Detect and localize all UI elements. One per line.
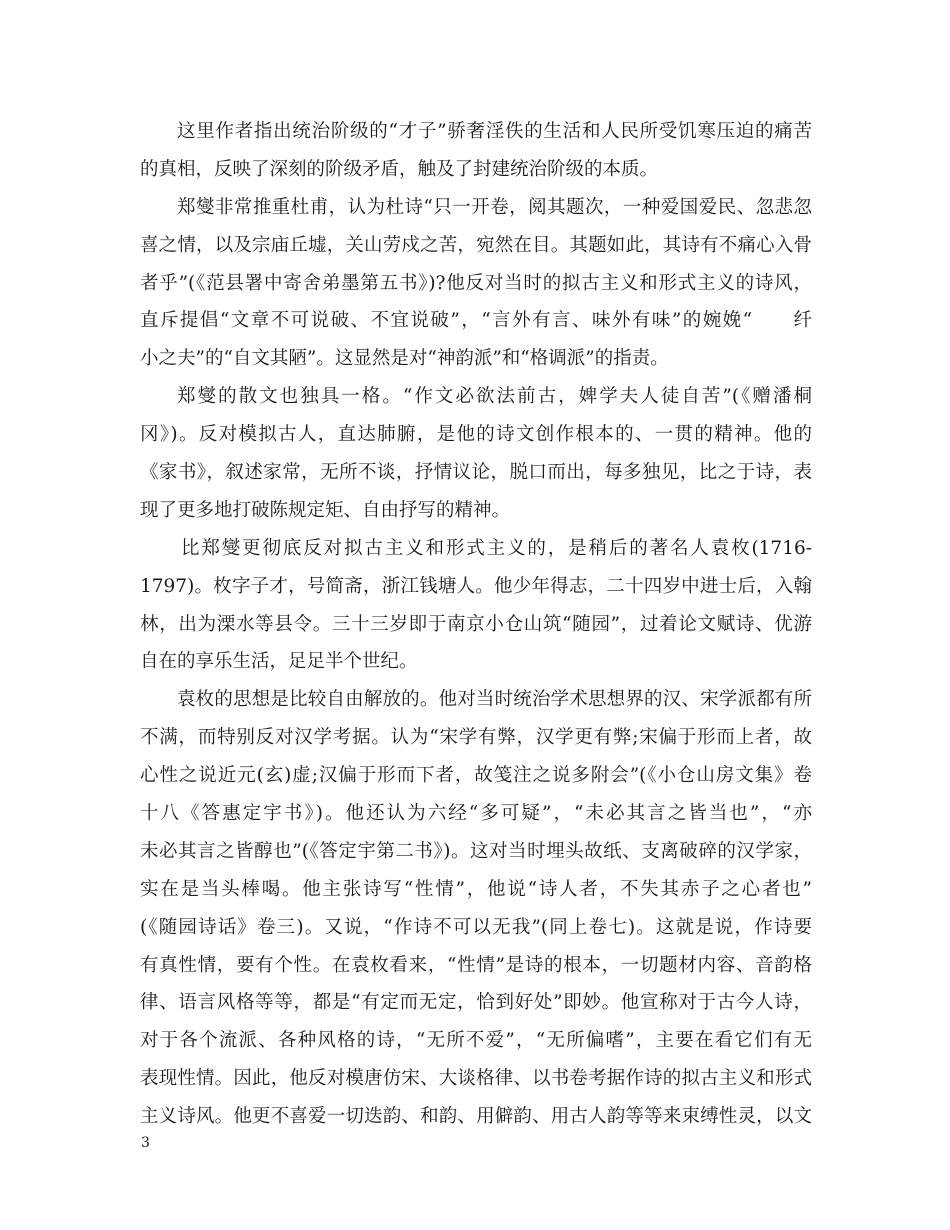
text-line: 小之夫”的“自文其陋”。这显然是对“神韵派”和“格调派”的指责。 bbox=[140, 348, 669, 370]
text-line: 的真相，反映了深刻的阶级矛盾，触及了封建统治阶级的本质。 bbox=[140, 158, 659, 180]
paragraph-5 bbox=[140, 681, 812, 1136]
text-line: 十八《答惠定宇书》)。他还认为六经“多可疑”，“未必其言之皆当也”，“亦 bbox=[140, 803, 812, 825]
page-number: 3 bbox=[141, 1135, 150, 1151]
text-line: 比郑燮更彻底反对拟古主义和形式主义的，是稍后的著名人袁枚(1716- bbox=[181, 537, 812, 559]
text-line: 心性之说近元(玄)虚;汉偏于形而下者，故笺注之说多附会”(《小仓山房文集》卷 bbox=[140, 765, 812, 787]
text-line: 这里作者指出统治阶级的“才子”骄奢淫佚的生活和人民所受饥寒压迫的痛苦 bbox=[177, 121, 812, 142]
paragraph-3 bbox=[140, 378, 812, 530]
text-line: 郑燮的散文也独具一格。“作文必欲法前古，婢学夫人徒自苦”(《赠潘桐 bbox=[177, 386, 812, 408]
text-line: 林，出为溧水等县令。三十三岁即于南京小仓山筑“随园”，过着论文赋诗、优游 bbox=[140, 613, 812, 635]
text-line: 冈》)。反对模拟古人，直达肺腑，是他的诗文创作根本的、一贯的精神。他的 bbox=[140, 424, 812, 446]
text-line: 律、语言风格等等，都是“有定而无定，恰到好处”即妙。他宣称对于古今人诗， bbox=[140, 992, 812, 1014]
text-line: 直斥提倡“文章不可说破、不宜说破”，“言外有言、味外有味”的婉娩“ 纤 bbox=[140, 310, 812, 332]
text-line: (《随园诗话》卷三)。又说，“作诗不可以无我”(同上卷七)。这就是说，作诗要 bbox=[140, 916, 812, 938]
paragraph-4 bbox=[140, 530, 812, 682]
text-line: 不满，而特别反对汉学考据。认为“宋学有弊，汉学更有弊;宋偏于形而上者，故 bbox=[140, 727, 812, 749]
paragraph-2 bbox=[140, 189, 812, 378]
text-line: 对于各个流派、各种风格的诗，“无所不爱”，“无所偏嗜”，主要在看它们有无 bbox=[140, 1030, 812, 1052]
paragraph-1 bbox=[140, 113, 812, 189]
text-line: 自在的享乐生活，足足半个世纪。 bbox=[140, 651, 418, 673]
text-line: 有真性情，要有个性。在袁枚看来，“性情”是诗的根本，一切题材内容、音韵格 bbox=[140, 954, 812, 976]
text-line: 未必其言之皆醇也”(《答定宇第二书》)。这对当时埋头故纸、支离破碎的汉学家， bbox=[140, 840, 812, 862]
text-line: 表现性情。因此，他反对模唐仿宋、大谈格律、以书卷考据作诗的拟古主义和形式 bbox=[140, 1068, 812, 1090]
text-line: 现了更多地打破陈规定矩、自由抒写的精神。 bbox=[140, 499, 511, 521]
text-line: 喜之情，以及宗庙丘墟，关山劳戍之苦，宛然在目。其题如此，其诗有不痛心入骨 bbox=[140, 234, 812, 256]
text-line: 《家书》，叙述家常，无所不谈，抒情议论，脱口而出，每多独见，比之于诗，表 bbox=[140, 462, 812, 484]
text-line: 者乎”(《范县署中寄舍弟墨第五书》)?他反对当时的拟古主义和形式主义的诗风， bbox=[140, 272, 812, 294]
text-line: 1797)。枚字子才，号简斋，浙江钱塘人。他少年得志，二十四岁中进士后，入翰 bbox=[140, 575, 812, 597]
text-line: 实在是当头棒喝。他主张诗写“性情”，他说“诗人者，不失其赤子之心者也” bbox=[140, 878, 812, 900]
text-line: 袁枚的思想是比较自由解放的。他对当时统治学术思想界的汉、宋学派都有所 bbox=[177, 689, 812, 711]
body-text bbox=[140, 113, 812, 1136]
text-line: 主义诗风。他更不喜爱一切迭韵、和韵、用僻韵、用古人韵等等来束缚性灵，以文 bbox=[140, 1106, 812, 1128]
text-line: 郑燮非常推重杜甫，认为杜诗“只一开卷，阅其题次，一种爱国爱民、忽悲忽 bbox=[177, 196, 812, 218]
